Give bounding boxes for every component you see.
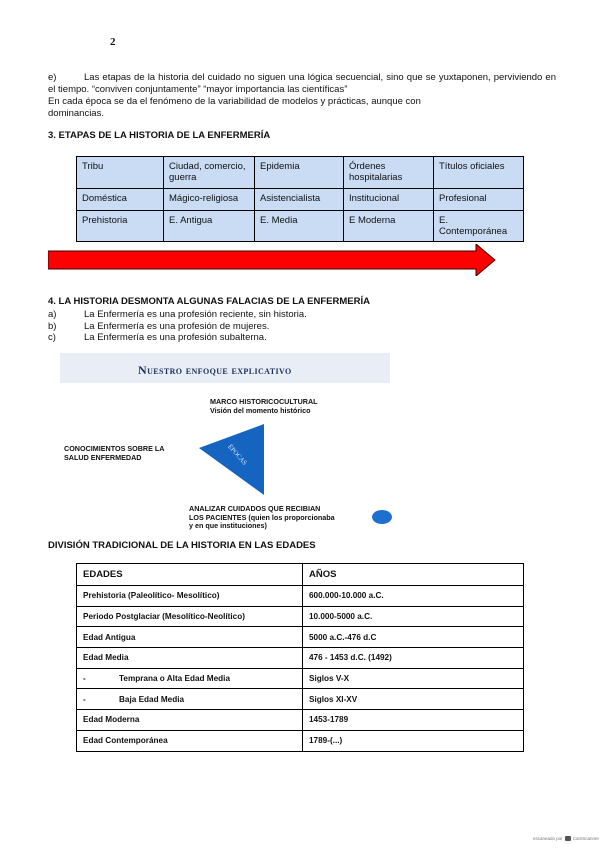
- etapas-cell: Mágico-religiosa: [164, 189, 255, 211]
- list-marker: b): [48, 320, 57, 332]
- edad-cell: Edad Contemporánea: [77, 730, 303, 751]
- analizar-cuidados: [189, 505, 335, 531]
- camscanner-logo-icon: [565, 836, 571, 841]
- edad-text: Baja Edad Media: [119, 694, 185, 704]
- timeline-arrow-shape: [48, 244, 495, 276]
- sub-bullet: -: [83, 694, 86, 704]
- table-row: [77, 586, 524, 607]
- paragraph-e-text: Las etapas de la historia del cuidado no siguen una lógica secuencial, sino que se yuxtaponen, perviviendo en el tiempo. “conviven conjuntamente” “mayor importancia las científicas”: [48, 72, 556, 95]
- scanner-footer: [533, 836, 599, 841]
- list-item: [48, 332, 307, 344]
- diagram-partial-circle: [372, 510, 392, 524]
- section-4-heading: 4. LA HISTORIA DESMONTA ALGUNAS FALACIAS DE LA ENFERMERÍA: [48, 296, 370, 307]
- list-item: [48, 309, 307, 321]
- list-text: La Enfermería es una profesión subalterna.: [84, 332, 267, 343]
- etapas-row: [77, 157, 524, 189]
- anos-cell: 5000 a.C.-476 d.C: [303, 627, 524, 648]
- etapas-cell: Órdenes hospitalarias: [344, 157, 434, 189]
- paragraph-e-continuation: En cada época se da el fenómeno de la variabilidad de modelos y prácticas, aunque con dominancias.: [48, 96, 421, 119]
- table-row: [77, 668, 524, 689]
- edad-cell: Periodo Postglaciar (Mesolítico-Neolítico): [77, 606, 303, 627]
- page-number: 2: [110, 36, 116, 48]
- list-text: La Enfermería es una profesión de mujeres.: [84, 320, 270, 332]
- analizar-line: ANALIZAR CUIDADOS QUE RECIBIAN: [189, 504, 321, 513]
- conocimientos-line: CONOCIMIENTOS SOBRE LA: [64, 444, 165, 453]
- table-row: [77, 710, 524, 731]
- marco-line: Visión del momento histórico: [210, 405, 311, 415]
- conocimientos-line: SALUD ENFERMEDAD: [64, 452, 142, 462]
- table-row: [77, 689, 524, 710]
- edad-cell: Edad Moderna: [77, 710, 303, 731]
- timeline-arrow: [48, 244, 496, 276]
- analizar-line: LOS PACIENTES (quien los proporcionaba: [189, 512, 335, 522]
- table-row: [77, 606, 524, 627]
- table-row: [77, 648, 524, 669]
- edad-cell: Prehistoria (Paleolítico- Mesolítico): [77, 586, 303, 607]
- anos-cell: 476 - 1453 d.C. (1492): [303, 648, 524, 669]
- anos-cell: 600.000-10.000 a.C.: [303, 586, 524, 607]
- etapas-row: [77, 211, 524, 242]
- anos-cell: Siglos V-X: [303, 668, 524, 689]
- etapas-cell: E. Antigua: [164, 211, 255, 242]
- etapas-cell: Doméstica: [77, 189, 164, 211]
- anos-cell: Siglos XI-XV: [303, 689, 524, 710]
- etapas-cell: Epidemia: [255, 157, 344, 189]
- epocas-triangle: [199, 424, 264, 495]
- anos-cell: 1453-1789: [303, 710, 524, 731]
- column-header-edades: EDADES: [77, 564, 303, 586]
- etapas-cell: Profesional: [434, 189, 524, 211]
- list-item: [48, 321, 307, 333]
- etapas-cell: E. Media: [255, 211, 344, 242]
- etapas-cell: Prehistoria: [77, 211, 164, 242]
- etapas-cell: E Moderna: [344, 211, 434, 242]
- etapas-cell: Asistencialista: [255, 189, 344, 211]
- list-marker: a): [48, 309, 57, 320]
- etapas-table: [76, 156, 524, 242]
- etapas-cell: Ciudad, comercio, guerra: [164, 157, 255, 189]
- section-3-heading: 3. ETAPAS DE LA HISTORIA DE LA ENFERMERÍA: [48, 130, 271, 141]
- analizar-line: y en que instituciones): [189, 521, 267, 531]
- marco-line: MARCO HISTORICOCULTURAL: [210, 397, 318, 406]
- etapas-cell: Tribu: [77, 157, 164, 189]
- enfoque-diagram: [60, 353, 390, 533]
- table-row: [77, 627, 524, 648]
- column-header-anos: AÑOS: [303, 564, 524, 586]
- anos-cell: 1789-(...): [303, 730, 524, 751]
- edad-cell: Edad Media: [77, 648, 303, 669]
- conocimientos-salud: [64, 445, 165, 462]
- table-header-row: [77, 564, 524, 586]
- footer-brand: CamScanner: [572, 836, 600, 841]
- marco-historicocultural: [210, 398, 318, 415]
- diagram-title: Nuestro enfoque explicativo: [138, 363, 292, 377]
- edad-text: Temprana o Alta Edad Media: [119, 674, 231, 684]
- paragraph-e: [48, 72, 556, 95]
- division-heading: DIVISIÓN TRADICIONAL DE LA HISTORIA EN LAS EDADES: [48, 540, 316, 551]
- list-marker: c): [48, 332, 56, 343]
- footer-prefix: escaneado por: [533, 836, 563, 841]
- anos-cell: 10.000-5000 a.C.: [303, 606, 524, 627]
- etapas-cell: E. Contemporánea: [434, 211, 524, 242]
- paragraph-e-label: e): [48, 72, 57, 83]
- etapas-row: [77, 189, 524, 211]
- etapas-cell: Institucional: [344, 189, 434, 211]
- edad-cell: [77, 668, 303, 689]
- edades-table: [76, 563, 524, 752]
- table-row: [77, 730, 524, 751]
- edad-cell: [77, 689, 303, 710]
- list-text: La Enfermería es una profesión reciente, sin historia.: [84, 309, 307, 320]
- etapas-cell: Títulos oficiales: [434, 157, 524, 189]
- edad-cell: Edad Antigua: [77, 627, 303, 648]
- epocas-label: ÉPOCAS: [226, 443, 249, 467]
- falacias-list: [48, 309, 307, 344]
- sub-bullet: -: [83, 674, 86, 684]
